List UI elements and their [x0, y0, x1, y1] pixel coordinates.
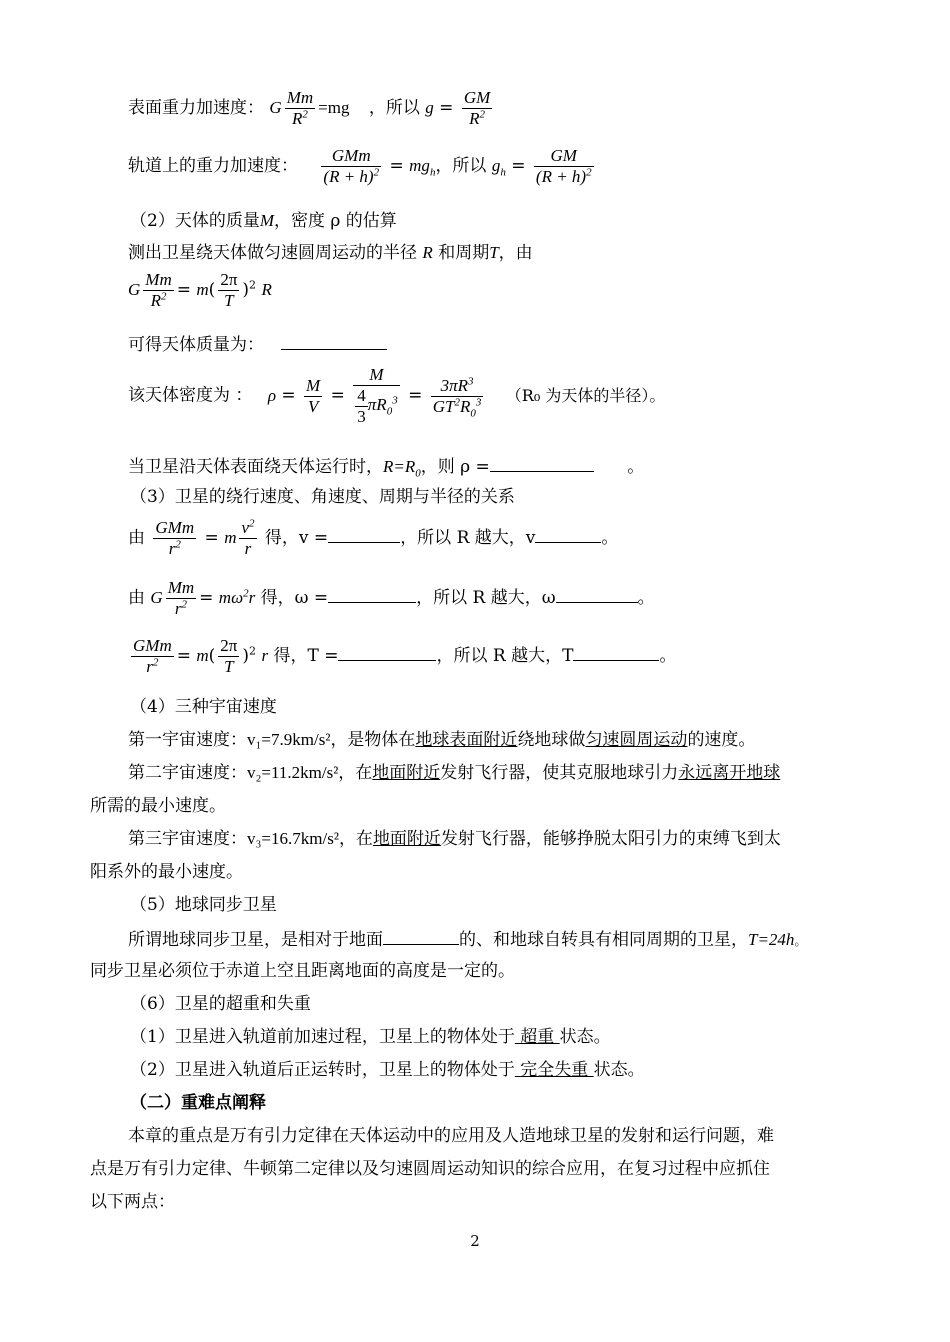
answer-blank[interactable] [281, 332, 387, 350]
section-heading-4: （4）三种宇宙速度 [130, 697, 277, 717]
section-heading-key-points: （二）重难点阐释 [130, 1093, 266, 1113]
answer-blank[interactable] [535, 525, 601, 543]
so-text: ，所以 [435, 156, 487, 176]
page-number: 2 [470, 1232, 480, 1250]
formula-fraction: $\frac{3\pi R^3}{GT^2R_0^3}$ [432, 374, 482, 419]
formula-fraction: M $\frac{4}{3}$ $\pi R_0^3$ [353, 365, 399, 427]
formula-fraction: $\frac{M}{V}$ [306, 375, 321, 416]
surface-orbit-line: 当卫星沿天体表面绕天体运行时，$R=R_0$，则 ρ = 。 [128, 454, 644, 478]
formula-fraction: $\frac{Mm}{R^2}$ [145, 270, 172, 310]
answer-blank[interactable] [556, 585, 638, 603]
paragraph-line: 点是万有引力定律、牛顿第二定律以及匀速圆周运动知识的综合应用，在复习过程中应抓住 [90, 1159, 770, 1179]
answer-blank[interactable] [490, 454, 594, 472]
surface-gravity-label: 表面重力加速度： [128, 98, 264, 118]
formula-fraction: $\frac{2\pi}{T}$ [220, 270, 238, 310]
formula-fraction: $\frac{2\pi}{T}$ [220, 636, 238, 676]
so-text: ，所以 [368, 98, 420, 118]
section-heading-3: （3）卫星的绕行速度、角速度、周期与半径的关系 [130, 487, 515, 507]
formula-fraction: $\frac{GM}{(R + h)^2}$ [535, 146, 592, 186]
paragraph-line: 以下两点： [90, 1192, 175, 1212]
answer-blank[interactable] [328, 585, 416, 603]
answer-blank[interactable] [573, 643, 659, 661]
formula-fraction: $\frac{Mm}{r^2}$ [167, 578, 195, 618]
third-cosmic-velocity: 第三宇宙速度：v₃=16.7km/s²，在地面附近发射飞行器，能够挣脱太阳引力的束缚飞到太 [128, 829, 781, 849]
formula-fraction: $\frac{\text{GMm}}{r^2}$ [133, 636, 172, 676]
section-heading-5: （5）地球同步卫星 [130, 895, 277, 915]
second-cosmic-velocity: 第二宇宙速度：v₂=11.2km/s²，在地面附近发射飞行器，使其克服地球引力永远离开地球 [128, 763, 781, 783]
angular-velocity-line: 由 G $\frac{Mm}{r^2}$ = $m\omega^2r$ 得，ω = ，所以 R 越大，ω 。 [128, 578, 655, 618]
orbit-gravity-line: 轨道上的重力加速度： $\frac{\text{GMm}}{(R + h)^2}$ = $mg_h$，所以 $g_h$ = $\frac{GM}{(R + h)^2}$ [128, 146, 592, 186]
sync-satellite-cont: 同步卫星必须位于赤道上空且距离地面的高度是一定的。 [90, 961, 515, 981]
mass-result-line: 可得天体质量为： [128, 332, 387, 356]
answer-blank[interactable] [383, 927, 459, 945]
formula-fraction: $\frac{v^2}{r}$ [241, 517, 255, 558]
formula-fraction: $\frac{\text{GMm}}{(R + h)^2}$ [323, 146, 380, 186]
third-cosmic-velocity-cont: 阳系外的最小速度。 [90, 862, 243, 882]
mass-equation: G $\frac{Mm}{R^2}$ = m( $\frac{2\pi}{T}$ )$^2$ R [128, 270, 272, 310]
section-heading-6: （6）卫星的超重和失重 [130, 994, 311, 1014]
velocity-line: 由 $\frac{\text{GMm}}{r^2}$ = m $\frac{v^2}{r}$ 得，v = ，所以 R 越大，v 。 [128, 517, 619, 558]
second-cosmic-velocity-cont: 所需的最小速度。 [90, 796, 226, 816]
weightless-line: （2）卫星进入轨道后正运转时，卫星上的物体处于 完全失重 状态。 [130, 1060, 645, 1080]
first-cosmic-velocity: 第一宇宙速度：v₁=7.9km/s²，是物体在地球表面附近绕地球做匀速圆周运动的速度。 [128, 730, 756, 750]
sync-satellite-line: 所谓地球同步卫星，是相对于地面 的、和地球自转具有相同周期的卫星，T=24h。 [128, 927, 806, 952]
period-line: $\frac{\text{GMm}}{r^2}$ = m( $\frac{2\pi}{T}$ )$^2$ r 得，T = ，所以 R 越大，T 。 [133, 636, 677, 676]
answer-blank[interactable] [328, 525, 400, 543]
surface-gravity-line: 表面重力加速度： G $\frac{Mm}{R^2}$ =mg ，所以 g = $\frac{GM}{R^2}$ [128, 88, 491, 128]
formula-fraction: $\frac{Mm}{R^2}$ [286, 88, 314, 128]
overweight-line: （1）卫星进入轨道前加速过程，卫星上的物体处于 超重 状态。 [130, 1027, 611, 1047]
paragraph-line: 本章的重点是万有引力定律在天体运动中的应用及人造地球卫星的发射和运行问题，难 [128, 1126, 774, 1146]
section-heading-2: （2）天体的质量M，密度 ρ 的估算 [130, 211, 397, 231]
orbit-gravity-label: 轨道上的重力加速度： [128, 156, 298, 176]
formula-fraction: $\frac{GM}{R^2}$ [463, 88, 491, 128]
density-line: 该天体密度为 ： ρ = $\frac{M}{V}$ = M $\frac{4}{3}$ $\pi R_0^3$ = $\frac{3\pi R^3}{GT^2R_0^3}$ （R₀ 为天体的半径）。 [128, 365, 666, 426]
formula-fraction: $\frac{\text{GMm}}{r^2}$ [155, 518, 195, 558]
answer-blank[interactable] [338, 643, 436, 661]
formula-G: G [269, 98, 282, 117]
measure-line: 测出卫星绕天体做匀速圆周运动的半径 R 和周期T，由 [128, 243, 533, 263]
